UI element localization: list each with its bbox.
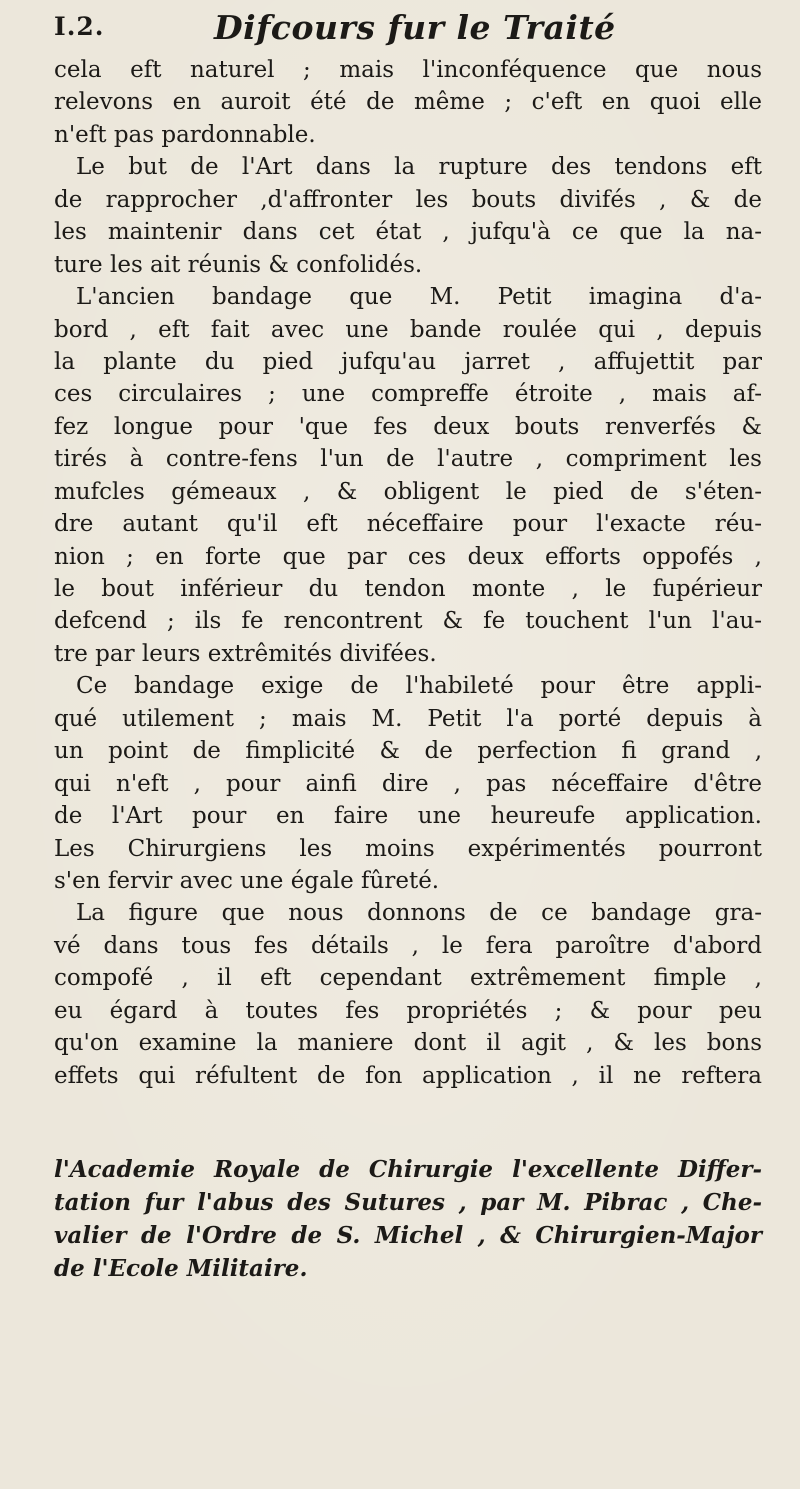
footnote (54, 1153, 762, 1285)
footnote-line: tation fur l'abus des Sutures , par M. Pibrac , Che- (54, 1189, 762, 1216)
text-line: vé dans tous fes détails , le fera paroître d'abord (54, 932, 762, 959)
text-line: ture les ait réunis & confolidés. (54, 251, 423, 278)
text-line: tre par leurs extrêmités divifées. (54, 640, 437, 667)
text-line: les maintenir dans cet état , jufqu'à ce que la na- (54, 219, 762, 246)
text-line: la plante du pied jufqu'au jarret , affujettit par (54, 348, 762, 375)
text-line: de rapprocher ,d'affronter les bouts divifés , & de (54, 186, 762, 213)
text-line: le bout inférieur du tendon monte , le fupérieur (54, 576, 762, 602)
page-number: I.2. (54, 12, 105, 41)
text-line: Le but de l'Art dans la rupture des tendons eft (76, 154, 762, 181)
text-line: qui n'eft , pour ainfi dire , pas néceffaire d'être (54, 770, 762, 797)
text-line: fez longue pour 'que fes deux bouts renverfés & (54, 413, 762, 440)
text-line: effets qui réfultent de fon application , il ne reftera (54, 1062, 762, 1089)
text-line: qué utilement ; mais M. Petit l'a porté depuis à (54, 705, 762, 732)
text-line: L'ancien bandage que M. Petit imagina d'a- (76, 284, 762, 311)
text-line: La figure que nous donnons de ce bandage gra- (76, 900, 762, 927)
text-line: nion ; en forte que par ces deux efforts oppofés , (54, 543, 762, 570)
text-line: defcend ; ils fe rencontrent & fe touchent l'un l'au- (54, 608, 762, 635)
text-line: s'en fervir avec une égale fûreté. (54, 867, 440, 894)
footnote-line: valier de l'Ordre de S. Michel , & Chirurgien-Major (54, 1222, 762, 1249)
text-line: ces circulaires ; une compreffe étroite , mais af- (54, 381, 762, 408)
running-head (54, 8, 754, 52)
text-line: mufcles gémeaux , & obligent le pied de s'éten- (54, 478, 762, 505)
text-line: Ce bandage exige de l'habileté pour être appli- (76, 673, 762, 700)
text-line: cela eft naturel ; mais l'inconféquence que nous (54, 57, 762, 83)
text-line: relevons en auroit été de même ; c'eft en quoi elle (54, 89, 762, 116)
footnote-line: de l'Ecole Militaire. (54, 1255, 308, 1282)
text-line: qu'on examine la maniere dont il agit , & les bons (54, 1030, 762, 1057)
text-line: bord , eft fait avec une bande roulée qui , depuis (54, 316, 762, 343)
text-line: un point de fimplicité & de perfection fi grand , (54, 738, 762, 765)
text-line: n'eft pas pardonnable. (54, 121, 316, 148)
running-title: Difcours fur le Traité (214, 8, 616, 47)
text-line: compofé , il eft cependant extrêmement fimple , (54, 965, 762, 992)
text-line: tirés à contre-fens l'un de l'autre , compriment les (54, 446, 762, 473)
footnote-line: l'Academie Royale de Chirurgie l'excellente Differ- (54, 1156, 762, 1183)
text-line: eu égard à toutes fes propriétés ; & pour peu (54, 997, 762, 1024)
text-line: de l'Art pour en faire une heureufe application. (54, 803, 762, 830)
text-line: dre autant qu'il eft néceffaire pour l'exacte réu- (54, 511, 762, 538)
text-line: Les Chirurgiens les moins expérimentés pourront (54, 835, 762, 862)
body-text (54, 54, 762, 1092)
